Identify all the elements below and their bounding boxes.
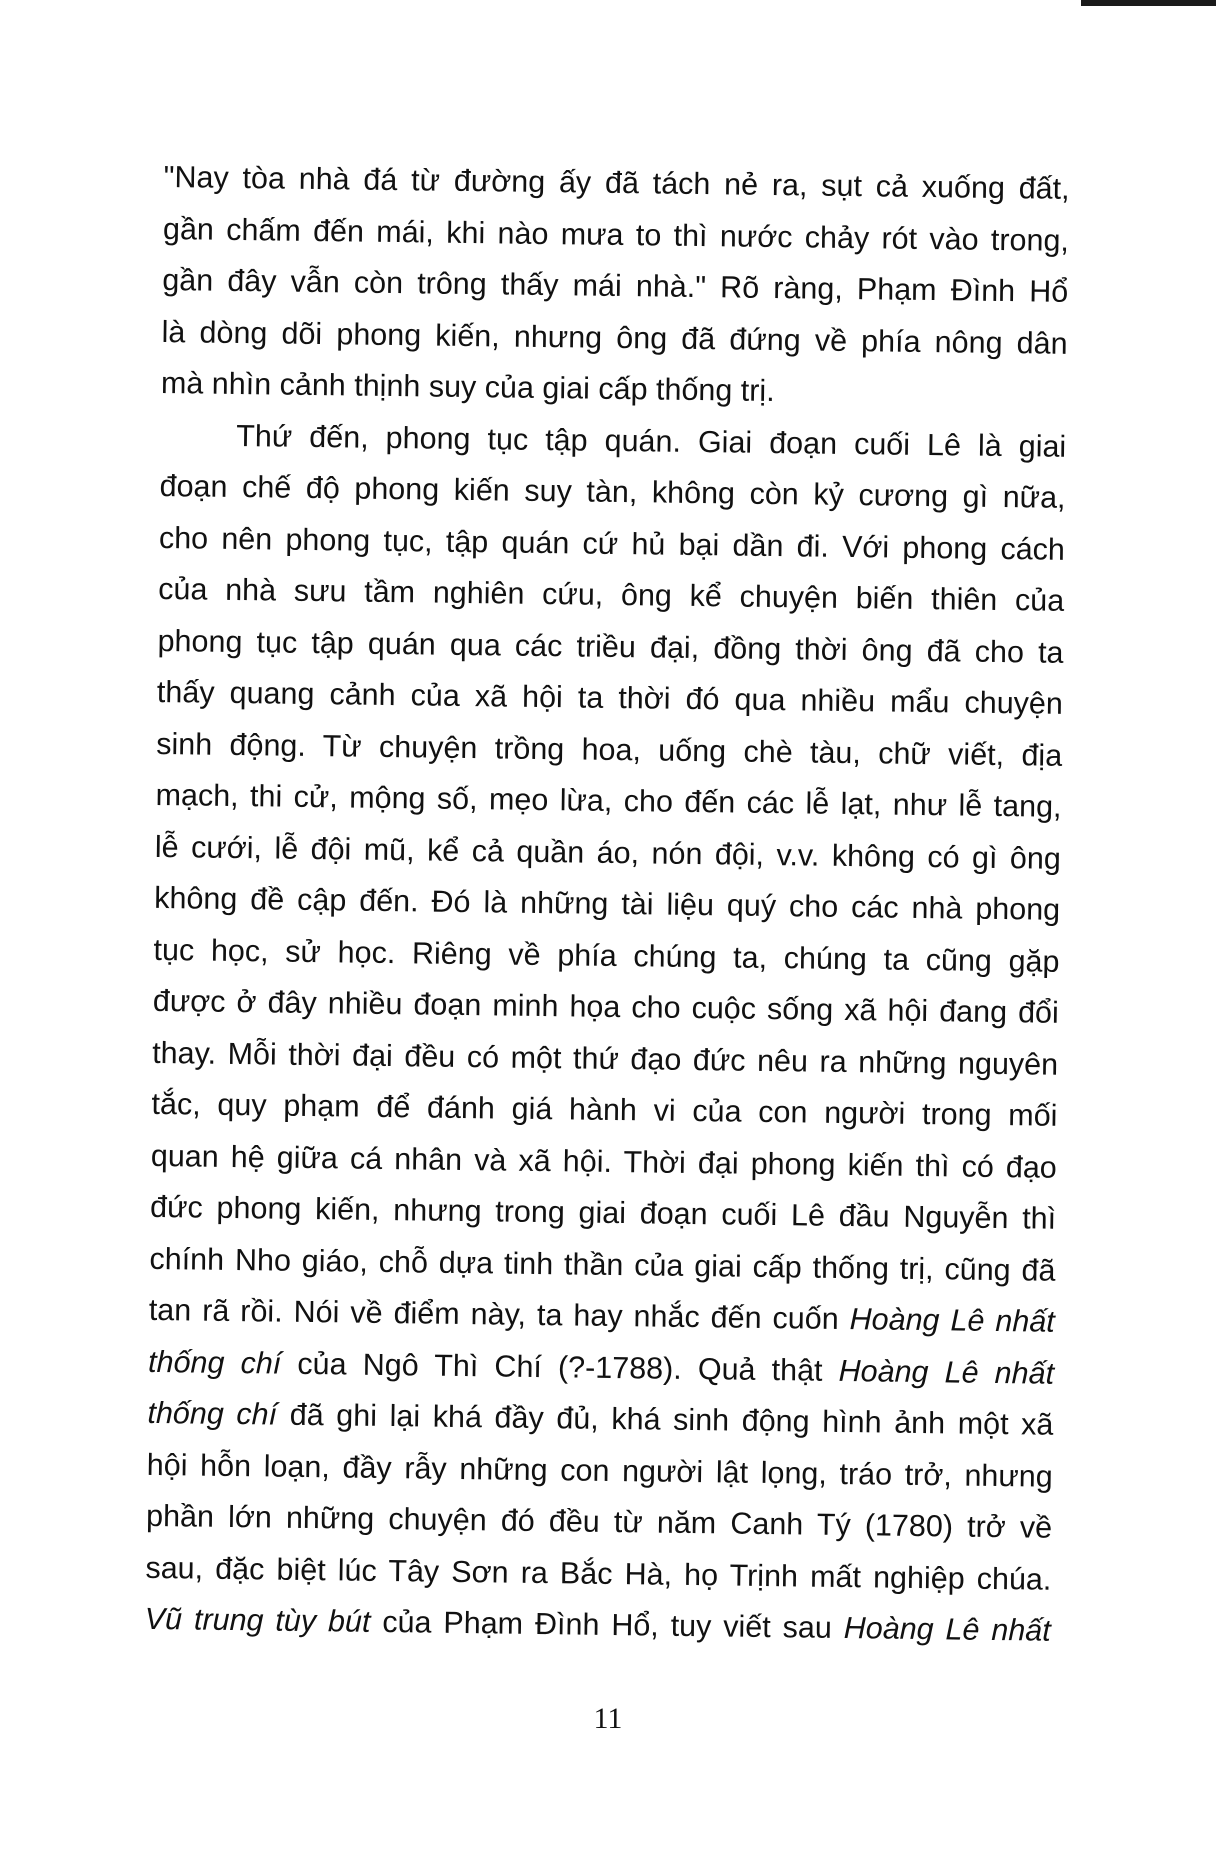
book-title-italic: thống chí xyxy=(147,1344,282,1381)
page-number: 11 xyxy=(593,1702,623,1735)
paragraph-2 xyxy=(144,409,1066,1657)
book-title-italic: Vũ trung tùy bút xyxy=(144,1601,371,1639)
text-line: phong tục tập quán qua các triều đại, đồng thời ông đã cho ta xyxy=(157,623,1064,670)
line-text-run: tan rã rồi. Nói về điểm này, ta hay nhắc đến cuốn xyxy=(148,1292,850,1337)
text-line: đoạn chế độ phong kiến suy tàn, không còn kỷ cương gì nữa, xyxy=(159,468,1066,515)
text-line: phần lớn những chuyện đó đều từ năm Canh Tý (1780) trở về xyxy=(145,1498,1053,1545)
line-text-run: của Phạm Đình Hổ, tuy viết sau xyxy=(370,1604,844,1646)
text-line: chính Nho giáo, chỗ dựa tinh thần của giai cấp thống trị, cũng đã xyxy=(149,1241,1056,1288)
text-line: mà nhìn cảnh thịnh suy của giai cấp thống trị. xyxy=(160,365,775,409)
text-line: tắc, quy phạm để đánh giá hành vi của con người trong mối xyxy=(151,1086,1058,1133)
text-line xyxy=(144,1594,1051,1657)
book-title-italic: Hoàng Lê nhất xyxy=(849,1302,1055,1339)
text-line: gần đây vẫn còn trông thấy mái nhà." Rõ ràng, Phạm Đình Hổ xyxy=(162,262,1069,309)
text-line: "Nay tòa nhà đá từ đường ấy đã tách nẻ ra, sụt cả xuống đất, xyxy=(163,159,1070,206)
line-text-run: của Ngô Thì Chí (?-1788). Quả thật xyxy=(281,1346,839,1388)
text-line: quan hệ giữa cá nhân và xã hội. Thời đại phong kiến thì có đạo xyxy=(150,1138,1058,1185)
text-line: hội hỗn loạn, đầy rẫy những con người lật lọng, tráo trở, nhưng xyxy=(146,1447,1053,1494)
text-line: thay. Mỗi thời đại đều có một thứ đạo đức nêu ra những nguyên xyxy=(151,1035,1059,1082)
book-title-italic: Hoàng Lê nhất xyxy=(838,1353,1055,1391)
text-line: cho nên phong tục, tập quán cứ hủ bại dần đi. Với phong cách xyxy=(158,520,1066,567)
page-body xyxy=(144,152,1069,1657)
text-line: mạch, thi cử, mộng số, mẹo lừa, cho đến các lễ lạt, như lễ tang, xyxy=(155,777,1062,824)
text-line: là dòng dõi phong kiến, nhưng ông đã đứng về phía nông dân xyxy=(161,314,1068,361)
top-edge-rule xyxy=(1081,0,1216,6)
book-title-italic: Hoàng Lê nhất xyxy=(843,1611,1051,1648)
paragraph-1 xyxy=(161,152,1070,421)
text-line: đức phong kiến, nhưng trong giai đoạn cuối Lê đầu Nguyễn thì xyxy=(149,1189,1057,1236)
book-title-italic: thống chí xyxy=(147,1395,278,1432)
text-line: thấy quang cảnh của xã hội ta thời đó qua nhiều mẩu chuyện xyxy=(156,674,1064,721)
text-line: không đề cập đến. Đó là những tài liệu quý cho các nhà phong xyxy=(154,880,1061,927)
line-text-run: đã ghi lại khá đầy đủ, khá sinh động hình ảnh một xã xyxy=(276,1397,1054,1442)
text-line: Thứ đến, phong tục tập quán. Giai đoạn cuối Lê là giai xyxy=(236,418,1067,464)
text-line: được ở đây nhiều đoạn minh họa cho cuộc sống xã hội đang đổi xyxy=(152,983,1060,1030)
text-line: gần chấm đến mái, khi nào mưa to thì nước chảy rót vào trong, xyxy=(162,211,1070,258)
text-line: tục học, sử học. Riêng về phía chúng ta, chúng ta cũng gặp xyxy=(153,932,1060,979)
text-line: sau, đặc biệt lúc Tây Sơn ra Bắc Hà, họ Trịnh mất nghiệp chúa. xyxy=(145,1550,1052,1597)
text-line: lễ cưới, lễ đội mũ, kể cả quần áo, nón đội, v.v. không có gì ông xyxy=(154,829,1062,876)
text-line: sinh động. Từ chuyện trồng hoa, uống chè tàu, chữ viết, địa xyxy=(156,726,1063,773)
text-line: của nhà sưu tầm nghiên cứu, ông kể chuyện biến thiên của xyxy=(158,571,1065,618)
